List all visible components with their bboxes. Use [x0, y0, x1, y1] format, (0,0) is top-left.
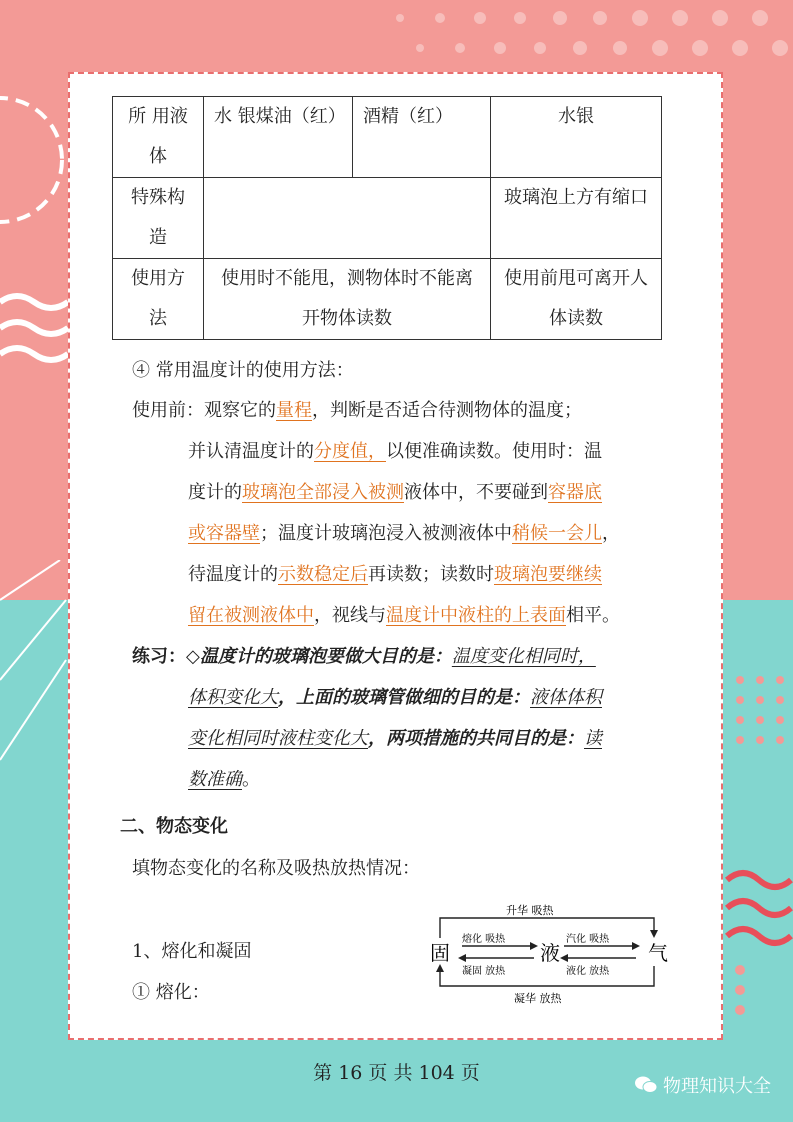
- highlight-text: 稍候一会儿: [512, 523, 602, 544]
- table-cell: [491, 97, 662, 178]
- liquid-label: 液: [540, 941, 560, 965]
- table-cell: [113, 259, 204, 340]
- usage-line-1: [132, 390, 582, 431]
- deposition-label: 凝华 放热: [514, 992, 562, 1005]
- table-cell: [204, 259, 491, 340]
- page-number: 第 16 页 共 104 页: [313, 1062, 480, 1084]
- cell-text: 水 银煤油（红）: [214, 106, 346, 127]
- wechat-icon: [635, 1075, 657, 1095]
- exercise-line-1: [132, 636, 596, 677]
- highlight-text: 或容器壁: [188, 523, 260, 544]
- table-row: [113, 259, 662, 340]
- decor-dots-top: [380, 0, 793, 70]
- gas-label: 气: [648, 941, 668, 965]
- usage-line-2: [188, 431, 602, 472]
- usage-line-6: [188, 595, 620, 636]
- text: 再读数；读数时: [368, 564, 494, 585]
- usage-line-4: [188, 513, 620, 554]
- highlight-text: 分度值，: [314, 441, 386, 462]
- exercise-answer: 温度变化相同时，: [451, 646, 596, 667]
- highlight-text: 玻璃泡全部浸入被测: [242, 482, 404, 503]
- text: 。: [242, 769, 260, 790]
- table-cell: [353, 97, 491, 178]
- sublimation-label: 升华 吸热: [506, 904, 554, 917]
- exercise-line-4: [188, 759, 260, 800]
- table-cell: [204, 178, 491, 259]
- table-cell: [491, 259, 662, 340]
- decor-waves-left: [0, 290, 70, 400]
- table-row: [113, 97, 662, 178]
- cell-text: 水银: [558, 106, 594, 127]
- exercise-line-3: [188, 718, 602, 759]
- vapor-label: 汽化 吸热: [566, 934, 610, 945]
- exercise-answer: 数准确: [188, 769, 242, 790]
- freeze-label: 凝固 放热: [462, 966, 506, 977]
- exercise-answer: 液体体积: [530, 687, 602, 708]
- condense-label: 液化 放热: [566, 966, 610, 977]
- text: ，判断是否适合待测物体的温度；: [312, 400, 582, 421]
- subsection-item: ① 熔化：: [132, 982, 210, 1003]
- table-cell: [491, 178, 662, 259]
- cell-text: 所 用液体: [128, 106, 188, 167]
- section-intro: 填物态变化的名称及吸热放热情况：: [132, 858, 420, 879]
- watermark-text: 物理知识大全: [663, 1076, 771, 1097]
- cell-text: 使用前甩可离开人体读数: [504, 268, 648, 329]
- decor-dots-right: [725, 660, 793, 1020]
- watermark: [635, 1072, 771, 1098]
- cell-text: 玻璃泡上方有缩口: [504, 187, 648, 208]
- exercise-answer: 读: [584, 728, 602, 749]
- thermometer-table: [112, 96, 662, 340]
- exercise-question: ，两项措施的共同目的是：: [368, 728, 584, 749]
- table-row: [113, 178, 662, 259]
- text: 使用前：观察它的: [132, 400, 276, 421]
- decor-circle-left: [0, 60, 68, 260]
- cell-text: 酒精（红）: [363, 106, 453, 127]
- text: 以便准确读数。使用时：温: [386, 441, 602, 462]
- phase-change-diagram: [426, 902, 674, 1010]
- text: 度计的: [188, 482, 242, 503]
- exercise-question: ，上面的玻璃管做细的目的是：: [278, 687, 530, 708]
- table-cell: [113, 97, 204, 178]
- text: ；温度计玻璃泡浸入被测液体中: [260, 523, 512, 544]
- highlight-text: 留在被测液体中: [188, 605, 314, 626]
- section4-title: ④ 常用温度计的使用方法：: [132, 360, 354, 381]
- section-heading: 二、物态变化: [120, 816, 228, 837]
- usage-line-3: [188, 472, 602, 513]
- text: 相平。: [566, 605, 620, 626]
- cell-text: 使用方法: [131, 268, 185, 329]
- highlight-text: 玻璃泡要继续: [494, 564, 602, 585]
- melt-label: 熔化 吸热: [462, 934, 506, 945]
- solid-label: 固: [430, 941, 450, 965]
- highlight-text: 量程: [276, 400, 312, 421]
- text: ，视线与: [314, 605, 386, 626]
- highlight-text: 温度计中液柱的上表面: [386, 605, 566, 626]
- highlight-text: 示数稳定后: [278, 564, 368, 585]
- exercise-answer: 体积变化大: [188, 687, 278, 708]
- usage-line-5: [188, 554, 602, 595]
- text: 液体中，不要碰到: [404, 482, 548, 503]
- text: 并认清温度计的: [188, 441, 314, 462]
- text: 待温度计的: [188, 564, 278, 585]
- exercise-line-2: [188, 677, 602, 718]
- subsection-title: 1、熔化和凝固: [132, 941, 252, 962]
- text: ，: [602, 523, 620, 544]
- exercise-question: ◇温度计的玻璃泡要做大目的是：: [186, 646, 452, 667]
- table-cell: [113, 178, 204, 259]
- table-cell: [204, 97, 353, 178]
- exercise-answer: 变化相同时液柱变化大: [188, 728, 368, 749]
- decor-stripes-left: [0, 560, 68, 820]
- cell-text: 特殊构造: [131, 187, 185, 248]
- exercise-label: 练习：: [132, 646, 186, 667]
- cell-text: 使用时不能甩，测物体时不能离开物体读数: [221, 268, 473, 329]
- highlight-text: 容器底: [548, 482, 602, 503]
